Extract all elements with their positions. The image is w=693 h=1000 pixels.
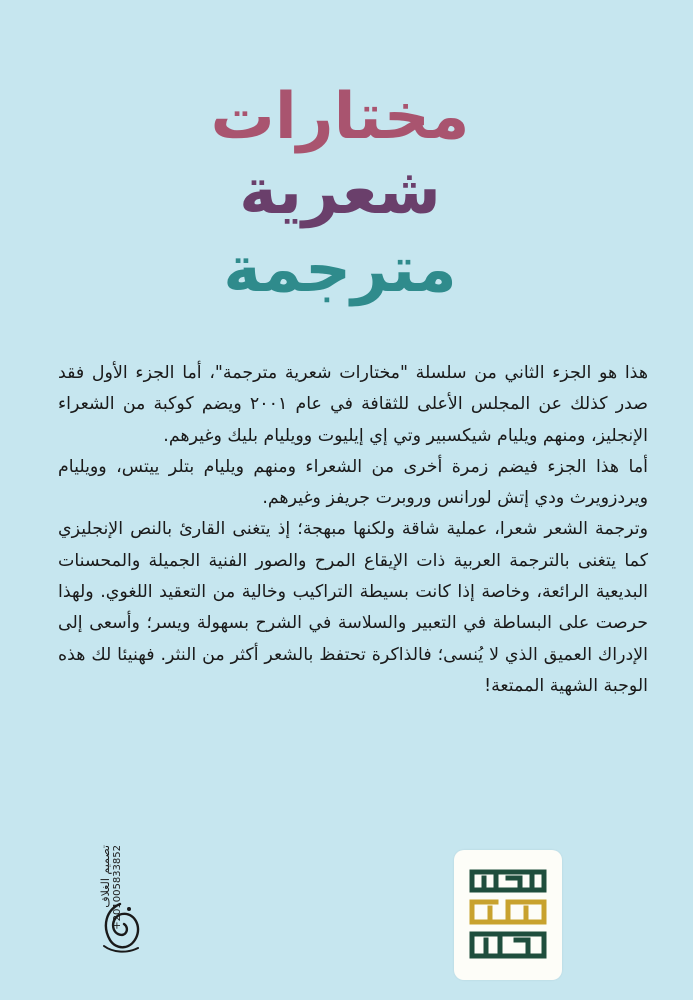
blurb	[58, 358, 648, 702]
blurb-paragraph-2: أما هذا الجزء فيضم زمرة أخرى من الشعراء ومنهم ويليام بتلر ييتس، وويليام ويردزويرث ودي إتش لورانس وروبرت جريفز وغيرهم.	[58, 456, 648, 509]
title-line-3: مترجمة	[223, 233, 457, 307]
publisher-logo	[454, 850, 562, 980]
blurb-paragraph-3: وترجمة الشعر شعرا، عملية شاقة ولكنها مبهجة؛ إذ يتغنى القارئ بالنص الإنجليزي كما يتغنى بالترجمة العربية ذات الإيقاع المرح والصور الفنية الجميلة والمحسنات البديعية الرائعة، وخاصة إذا كانت بسيطة التراكيب وخالية من التعقيد اللغوي. ولهذا حرصت على البساطة في التعبير والسلاسة في الشرح بسهولة ويسر؛ وأسعى إلى الإدراك العميق الذي لا يُنسى؛ فالذاكرة تحتفظ بالشعر أكثر من النثر. فهنيئا لك هذه الوجبة الشهية الممتعة!	[58, 519, 648, 696]
credit-phone: +201005833852	[112, 845, 123, 930]
designer-signature-icon	[96, 900, 144, 956]
title-line-2: شعرية	[239, 155, 441, 229]
title-line-1: مختارات	[210, 80, 470, 154]
blurb-paragraph-1: هذا هو الجزء الثاني من سلسلة "مختارات شعرية مترجمة"، أما الجزء الأول فقد صدر كذلك عن المجلس الأعلى للثقافة في عام ٢٠٠١ ويضم كوكبة من الشعراء الإنجليز، ومنهم ويليام شيكسبير وتي إي إيليوت وويليام بليك وغيرهم.	[58, 363, 649, 446]
credit-label: تصميم الغلاف	[99, 845, 112, 908]
publisher-logo-icon	[466, 864, 550, 966]
